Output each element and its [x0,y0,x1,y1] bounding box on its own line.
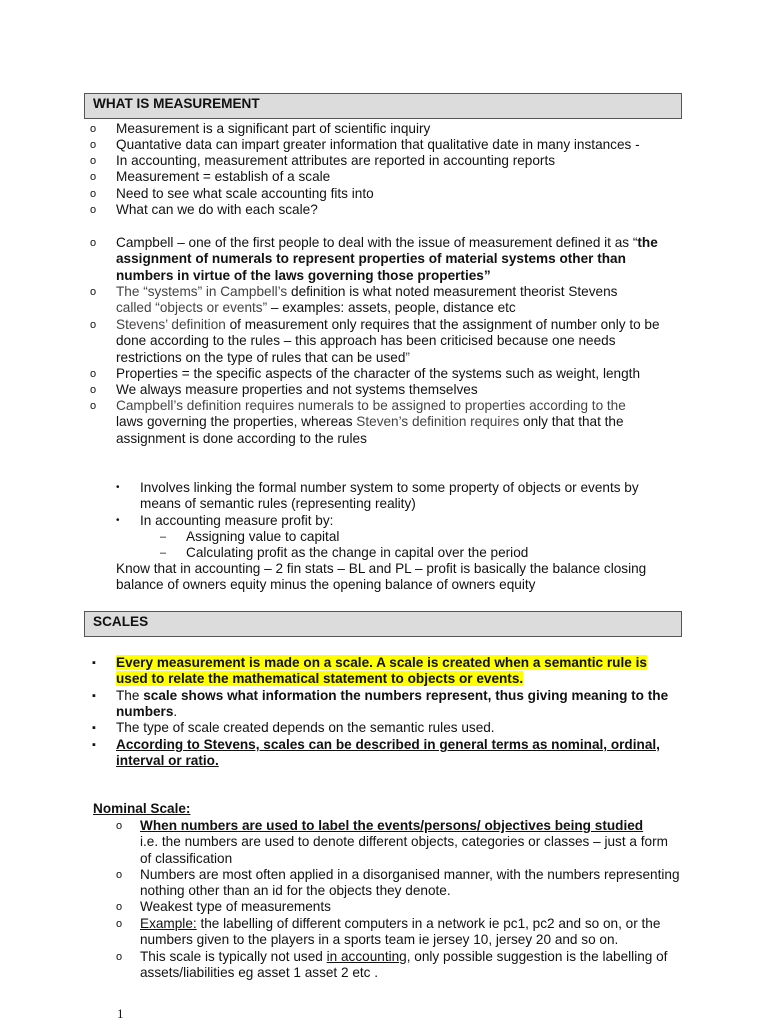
gray-text: Steven’s definition requires [352,414,520,430]
list-item-text [116,655,680,688]
list-item [90,529,680,545]
bullet-square: ▪ [92,722,96,734]
list-item-text [116,398,680,447]
bullet-o: o [90,319,97,331]
text-run: i.e. the numbers are used to denote different objects, categories or classes – just a form of classification [140,834,668,866]
list-item-text: In accounting, measurement attributes are reported in accounting reports [116,153,556,168]
text-run: Campbell – one of the first people to deal with the issue of measurement defined it as “ [116,235,638,250]
list-item-text: Numbers are most often applied in a disorganised manner, with the numbers representing nothing other than an id for the objects they denote. [140,867,680,899]
bold-text: the assignment of numerals to represent properties of material systems other than numbers in virtue of the laws governing those properties” [116,235,658,283]
list-item [90,867,680,900]
paragraph-text: Know that in accounting – 2 fin stats – BL and PL – profit is basically the balance closing balance of owners equity minus the opening balance of owners equity [116,561,647,593]
bullet-o: o [90,139,97,151]
bullet-o: o [90,400,97,412]
bullet-dash: – [160,547,167,559]
list-item-text: According to Stevens, scales can be described in general terms as nominal, ordinal, interval or ratio. [116,737,660,769]
page-number: 1 [117,1006,124,1021]
list-item-text [116,284,680,317]
list-item-text: Measurement = establish of a scale [116,169,331,184]
text-run: definition is what noted measurement theorist Stevens [287,284,618,299]
bullet-o: o [116,869,123,881]
bullet-o: o [116,918,123,930]
list-item-stevens [90,317,680,366]
list-item-text: What can we do with each scale? [116,202,318,217]
list-item-text [140,818,680,867]
list-item [90,480,680,513]
text-run: only that that the assignment is done according to the rules [116,414,624,446]
list-item-campbell-def [90,398,680,447]
list-item [90,186,680,202]
list-item [90,949,680,982]
list-item-text: Need to see what scale accounting fits into [116,186,374,201]
text-run: This scale is typically not used [140,949,327,964]
list-item-text [116,317,680,366]
list-item-text [116,235,680,284]
bold-text: scale shows what information the numbers represent, thus giving meaning to the numbers [116,688,669,720]
text-run: laws governing the properties, whereas [116,414,353,430]
list-item-text: Involves linking the formal number system to some property of objects or events by means of semantic rules (representing reality) [140,480,639,512]
list-item-text: Assigning value to capital [186,529,340,544]
list-item-text: We always measure properties and not systems themselves [116,382,478,397]
highlighted-text: Every measurement is made on a scale. A scale is created when a semantic rule is used to relate the mathematical statement to objects or events. [116,655,647,687]
bullet-o: o [90,188,97,200]
text-run: only possible suggestion is the labelling of assets/liabilities eg asset 1 asset 2 etc . [140,949,668,981]
text-run: the labelling of different computers in a network ie pc1, pc2 and so on, or the numbers given to the players in a sports team ie jersey 10, jersey 20 and so on. [140,916,661,948]
nominal-heading [93,801,683,817]
underlined-text: in accounting, [326,949,411,964]
bullet-square: ▪ [92,690,96,702]
bullet-dot: • [116,482,120,493]
list-item [90,688,680,721]
bullet-o: o [116,901,123,913]
text-run: – examples: assets, people, distance etc [267,300,516,316]
bullet-o: o [90,171,97,183]
underlined-text: Example: [140,916,197,931]
text-run: . [173,704,178,720]
list-item [90,655,680,688]
bullet-o: o [116,820,123,832]
bullet-o: o [90,123,97,135]
text-run: The [116,688,144,703]
bullet-o: o [90,155,97,167]
bullet-square: ▪ [92,657,96,669]
list-item-text [116,688,680,721]
list-item [90,545,680,561]
bullet-square: ▪ [92,739,96,751]
section-heading-scales [84,611,682,637]
list-item-text: In accounting measure profit by: [140,513,334,528]
list-item [90,513,680,529]
list-item [90,121,680,137]
bullet-dot: • [116,515,120,526]
list-item [90,818,680,867]
list-item-campbell [90,235,680,284]
list-item-text: Measurement is a significant part of scientific inquiry [116,121,431,136]
section-heading-what-is-measurement [84,93,682,119]
list-item [90,737,680,770]
heading-text: SCALES [93,614,149,629]
list-item [90,366,680,382]
gray-text: Stevens’ definition [116,317,226,332]
list-item [90,916,680,949]
bullet-o: o [90,286,97,298]
list-item-text: The type of scale created depends on the semantic rules used. [116,720,495,735]
gray-text: Campbell’s definition requires numerals to be assigned to properties according to the [116,398,626,413]
list-item-text: Quantative data can impart greater information that qualitative date in many instances - [116,137,640,152]
list-item [90,153,680,169]
list-item [90,382,680,398]
bullet-o: o [90,384,97,396]
gray-text: The “systems” in Campbell’s [116,284,288,299]
bold-text: When numbers are used to label the events/persons/ objectives being studied [140,818,644,833]
bullet-o: o [116,951,123,963]
bullet-o: o [90,237,97,249]
list-item [90,720,680,736]
bullet-dash: – [160,531,167,543]
list-item [90,202,680,218]
list-item [90,137,680,153]
paragraph-know [116,561,686,594]
heading-text: WHAT IS MEASUREMENT [93,96,260,111]
bullet-o: o [90,368,97,380]
list-item-systems [90,284,680,317]
list-item-text: Calculating profit as the change in capital over the period [186,545,529,560]
list-item-text: Weakest type of measurements [140,899,331,914]
gray-text: called “objects or events” [116,300,268,316]
bullet-o: o [90,204,97,216]
text-run: of measurement only requires that the assignment of number only to be done according to the rules – this approach has been criticised because one needs restrictions on the type of rules that can be used [116,317,660,365]
list-item [90,169,680,185]
list-item-text [140,916,680,949]
gray-text: ” [405,349,410,365]
heading-text: Nominal Scale: [93,801,191,816]
list-item-text: Properties = the specific aspects of the character of the systems such as weight, length [116,366,641,381]
list-item-text [140,949,680,982]
list-item [90,899,680,915]
